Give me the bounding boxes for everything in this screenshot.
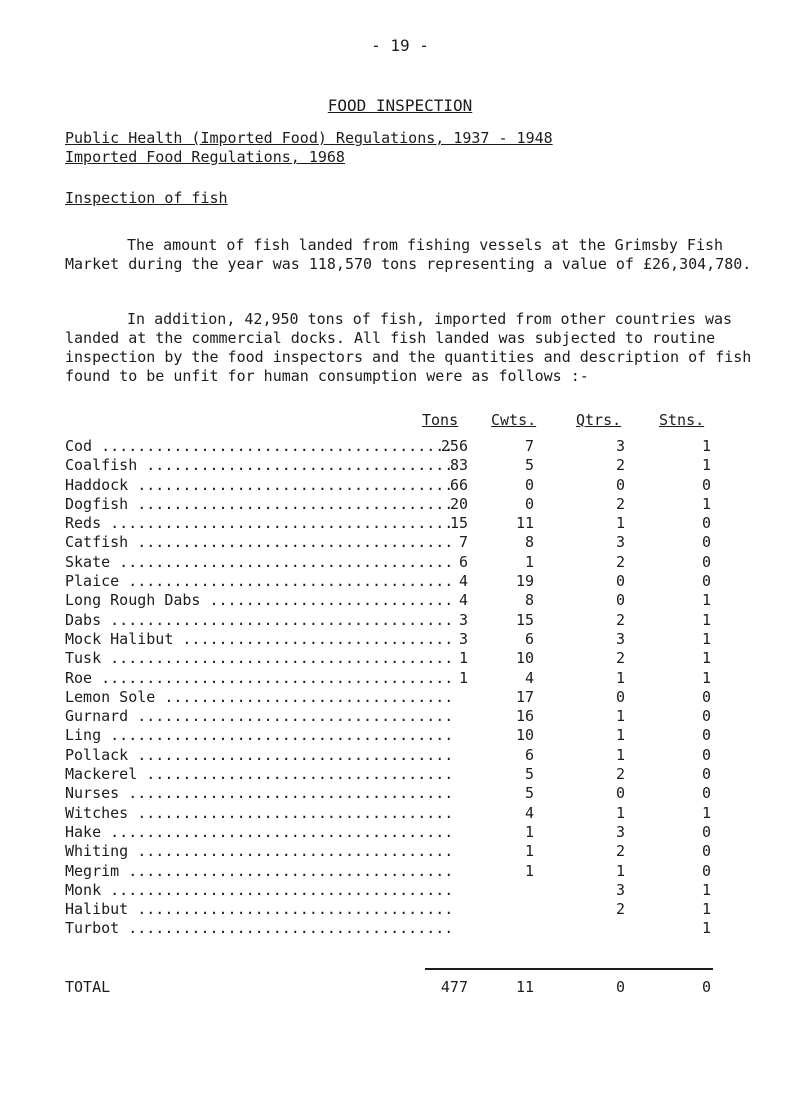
cwts-value: 5 — [524, 456, 534, 475]
qtrs-value: 2 — [615, 842, 625, 861]
table-row — [0, 765, 800, 784]
cwts-value: 19 — [515, 572, 534, 591]
stns-value: 0 — [701, 726, 711, 745]
table-row — [0, 572, 800, 591]
tons-value: 15 — [449, 514, 468, 533]
qtrs-value: 1 — [615, 861, 625, 880]
total-label: TOTAL — [65, 978, 111, 996]
stns-value: 0 — [701, 707, 711, 726]
fish-name: Pollack ..... — [65, 746, 450, 764]
qtrs-value: 0 — [615, 784, 625, 803]
column-header-stns: Stns. — [659, 411, 705, 429]
total-divider — [425, 968, 713, 970]
cwts-value: 4 — [524, 803, 534, 822]
stns-value: 0 — [701, 572, 711, 591]
fish-name: Hake ..... — [65, 823, 450, 841]
regulation-line-2: Imported Food Regulations, 1968 — [65, 148, 345, 166]
total-qtrs: 0 — [615, 978, 625, 996]
cwts-value: 0 — [524, 475, 534, 494]
table-row — [0, 591, 800, 610]
qtrs-value: 2 — [615, 649, 625, 668]
page-title — [0, 96, 800, 115]
tons-value: 4 — [458, 572, 468, 591]
stns-value: 0 — [701, 745, 711, 764]
table-row — [0, 862, 800, 881]
qtrs-value: 1 — [615, 726, 625, 745]
qtrs-value: 0 — [615, 572, 625, 591]
tons-value: 66 — [449, 475, 468, 494]
cwts-value: 0 — [524, 494, 534, 513]
table-row — [0, 611, 800, 630]
table-row — [0, 842, 800, 861]
qtrs-value: 1 — [615, 745, 625, 764]
qtrs-value: 1 — [615, 514, 625, 533]
table-row — [0, 688, 800, 707]
table-row — [0, 437, 800, 456]
table-row — [0, 533, 800, 552]
table-header — [0, 411, 800, 431]
stns-value: 0 — [701, 784, 711, 803]
fish-name: Nurses ..... — [65, 784, 450, 802]
stns-value: 1 — [701, 803, 711, 822]
table-row — [0, 726, 800, 745]
paragraph-2: In addition, 42,950 tons of fish, imported from other countries was landed at the commercial docks. All fish landed was subjected to routine inspection by the food inspectors and the quantities and description of fish found to be unfit for human consumption were as follows :- — [65, 310, 752, 385]
qtrs-value: 1 — [615, 707, 625, 726]
fish-name: Whiting ..... — [65, 842, 450, 860]
total-cwts: 11 — [515, 978, 534, 996]
cwts-value: 1 — [524, 842, 534, 861]
page-number: - 19 - — [371, 36, 429, 55]
qtrs-value: 3 — [615, 880, 625, 899]
section-heading: Inspection of fish — [65, 189, 228, 207]
table-row — [0, 476, 800, 495]
cwts-value: 7 — [524, 437, 534, 455]
fish-name: Mackerel ..... — [65, 765, 450, 783]
column-header-cwts: Cwts. — [491, 411, 537, 429]
fish-name: Coalfish ..... — [65, 456, 450, 474]
tons-value: 4 — [458, 591, 468, 610]
tons-value: 1 — [458, 649, 468, 668]
fish-name: Long Rough Dabs ..... — [65, 591, 450, 609]
cwts-value: 15 — [515, 610, 534, 629]
page-title-text: FOOD INSPECTION — [327, 96, 473, 115]
tons-value: 3 — [458, 610, 468, 629]
tons-value: 1 — [458, 668, 468, 687]
fish-name: Ling ..... — [65, 726, 450, 744]
cwts-value: 10 — [515, 726, 534, 745]
tons-value: 20 — [449, 494, 468, 513]
cwts-value: 17 — [515, 687, 534, 706]
stns-value: 1 — [701, 456, 711, 475]
stns-value: 1 — [701, 649, 711, 668]
qtrs-value: 2 — [615, 552, 625, 571]
qtrs-value: 3 — [615, 629, 625, 648]
table-row — [0, 881, 800, 900]
stns-value: 1 — [701, 880, 711, 899]
fish-name: Mock Halibut ..... — [65, 630, 450, 648]
stns-value: 0 — [701, 687, 711, 706]
tons-value: 256 — [440, 437, 468, 455]
table-row — [0, 823, 800, 842]
tons-value: 3 — [458, 629, 468, 648]
fish-name: Turbot ..... — [65, 919, 450, 937]
qtrs-value: 2 — [615, 900, 625, 919]
fish-name: Tusk ..... — [65, 649, 450, 667]
table-row — [0, 456, 800, 475]
fish-name: Dabs ..... — [65, 611, 450, 629]
qtrs-value: 2 — [615, 765, 625, 784]
fish-name: Plaice ..... — [65, 572, 450, 590]
qtrs-value: 2 — [615, 494, 625, 513]
cwts-value: 8 — [524, 591, 534, 610]
regulation-line-1: Public Health (Imported Food) Regulations, 1937 - 1948 — [65, 129, 553, 147]
cwts-value: 5 — [524, 765, 534, 784]
fish-name: Megrim ..... — [65, 862, 450, 880]
table-row — [0, 553, 800, 572]
cwts-value: 8 — [524, 533, 534, 552]
table-row — [0, 746, 800, 765]
table-row — [0, 669, 800, 688]
cwts-value: 4 — [524, 668, 534, 687]
stns-value: 0 — [701, 861, 711, 880]
paragraph-1: The amount of fish landed from fishing vessels at the Grimsby Fish Market during the year was 118,570 tons representing a value of £26,304,780. — [65, 236, 752, 273]
table-row — [0, 919, 800, 938]
cwts-value: 6 — [524, 745, 534, 764]
stns-value: 0 — [701, 514, 711, 533]
column-header-tons: Tons — [422, 411, 459, 429]
stns-value: 1 — [701, 610, 711, 629]
stns-value: 1 — [701, 591, 711, 610]
table-row — [0, 784, 800, 803]
stns-value: 0 — [701, 822, 711, 841]
fish-name: Haddock ..... — [65, 476, 450, 494]
tons-value: 6 — [458, 552, 468, 571]
total-tons: 477 — [440, 978, 468, 996]
total-stns: 0 — [701, 978, 711, 996]
qtrs-value: 1 — [615, 803, 625, 822]
qtrs-value: 1 — [615, 668, 625, 687]
stns-value: 0 — [701, 475, 711, 494]
tons-value: 83 — [449, 456, 468, 475]
cwts-value: 11 — [515, 514, 534, 533]
cwts-value: 16 — [515, 707, 534, 726]
cwts-value: 6 — [524, 629, 534, 648]
qtrs-value: 0 — [615, 475, 625, 494]
table-row — [0, 804, 800, 823]
qtrs-value: 0 — [615, 591, 625, 610]
fish-name: Catfish ..... — [65, 533, 450, 551]
cwts-value: 5 — [524, 784, 534, 803]
cwts-value: 1 — [524, 822, 534, 841]
stns-value: 1 — [701, 668, 711, 687]
stns-value: 1 — [701, 900, 711, 919]
stns-value: 0 — [701, 842, 711, 861]
table-row — [0, 707, 800, 726]
qtrs-value: 2 — [615, 610, 625, 629]
fish-name: Lemon Sole ..... — [65, 688, 450, 706]
cwts-value: 10 — [515, 649, 534, 668]
cwts-value: 1 — [524, 861, 534, 880]
qtrs-value: 0 — [615, 687, 625, 706]
stns-value: 1 — [701, 629, 711, 648]
fish-name: Halibut ..... — [65, 900, 450, 918]
fish-table-body — [0, 437, 800, 939]
table-row — [0, 649, 800, 668]
tons-value: 7 — [458, 533, 468, 552]
qtrs-value: 3 — [615, 533, 625, 552]
fish-name: Witches ..... — [65, 804, 450, 822]
stns-value: 1 — [701, 437, 711, 455]
fish-name: Dogfish ..... — [65, 495, 450, 513]
fish-name: Monk ..... — [65, 881, 450, 899]
qtrs-value: 2 — [615, 456, 625, 475]
fish-name: Reds ..... — [65, 514, 450, 532]
fish-name: Roe ..... — [65, 669, 450, 687]
qtrs-value: 3 — [615, 822, 625, 841]
stns-value: 0 — [701, 552, 711, 571]
cwts-value: 1 — [524, 552, 534, 571]
fish-name: Skate ..... — [65, 553, 450, 571]
table-row — [0, 495, 800, 514]
column-header-qtrs: Qtrs. — [576, 411, 622, 429]
table-row — [0, 900, 800, 919]
fish-name: Cod ..... — [65, 437, 450, 455]
qtrs-value: 3 — [615, 437, 625, 455]
total-row — [0, 978, 800, 998]
table-row — [0, 514, 800, 533]
table-row — [0, 630, 800, 649]
stns-value: 0 — [701, 533, 711, 552]
stns-value: 1 — [701, 919, 711, 938]
fish-name: Gurnard ..... — [65, 707, 450, 725]
stns-value: 1 — [701, 494, 711, 513]
stns-value: 0 — [701, 765, 711, 784]
